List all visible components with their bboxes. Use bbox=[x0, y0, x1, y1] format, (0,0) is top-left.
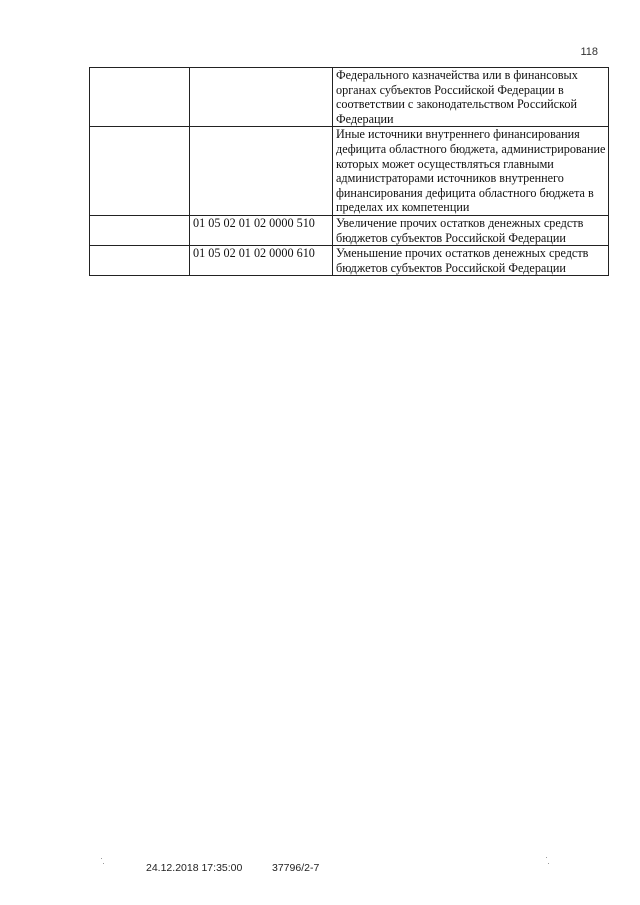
table-cell-source-code: 01 05 02 01 02 0000 510 bbox=[190, 215, 333, 245]
table-cell-source-code bbox=[190, 127, 333, 216]
document-table bbox=[89, 67, 609, 276]
table-cell-description: Федерального казначейства или в финансовых органах субъектов Российской Федерации в соответствии с законодательством Российской Федерации bbox=[333, 68, 609, 127]
scan-speck bbox=[548, 863, 549, 864]
table-cell-description: Увеличение прочих остатков денежных средств бюджетов субъектов Российской Федерации bbox=[333, 215, 609, 245]
table-row bbox=[90, 68, 609, 127]
scan-speck bbox=[101, 858, 102, 859]
table-cell-admin-code bbox=[90, 127, 190, 216]
page-number: 118 bbox=[580, 46, 598, 58]
table-cell-source-code: 01 05 02 01 02 0000 610 bbox=[190, 246, 333, 276]
table-cell-admin-code bbox=[90, 215, 190, 245]
table-cell-admin-code bbox=[90, 246, 190, 276]
table-cell-admin-code bbox=[90, 68, 190, 127]
table-cell-description: Иные источники внутреннего финансирования дефицита областного бюджета, администрирование которых может осуществляться главными администраторами источников внутреннего финансирования дефицита областного бюджета в пределах их компетенции bbox=[333, 127, 609, 216]
scan-speck bbox=[546, 857, 547, 858]
table-row bbox=[90, 127, 609, 216]
footer-datetime: 24.12.2018 17:35:00 bbox=[146, 862, 243, 874]
table-cell-source-code bbox=[190, 68, 333, 127]
table-row bbox=[90, 215, 609, 245]
table-cell-description: Уменьшение прочих остатков денежных средств бюджетов субъектов Российской Федерации bbox=[333, 246, 609, 276]
table-row bbox=[90, 246, 609, 276]
scan-speck bbox=[103, 863, 104, 864]
footer-doc-id: 37796/2-7 bbox=[272, 862, 320, 874]
